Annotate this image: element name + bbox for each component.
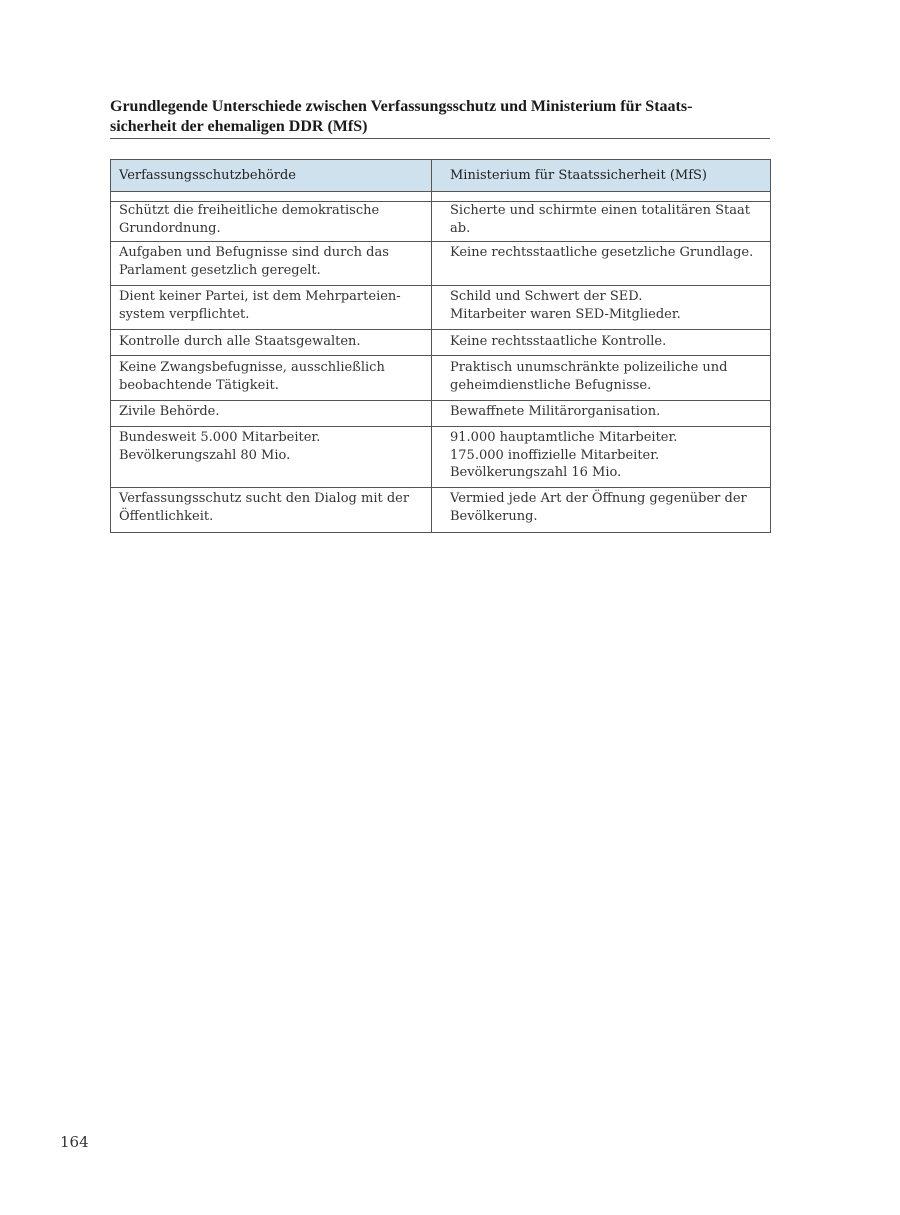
cell-line: geheimdienstliche Befugnisse. (450, 377, 652, 393)
left-cell (111, 488, 432, 533)
table-row (111, 286, 771, 330)
comparison-table (110, 159, 771, 533)
cell-line: Keine rechtsstaatliche Kontrolle. (450, 334, 667, 349)
cell-line: Aufgaben und Befugnisse sind durch das (119, 245, 389, 260)
cell-line: Dient keiner Partei, ist dem Mehrparteien- (119, 289, 401, 304)
right-cell (432, 401, 771, 427)
heading-line-1: Grundlegende Unterschiede zwischen Verfassungsschutz und Ministerium für Staats- (110, 98, 693, 115)
cell-line: ab. (450, 220, 471, 236)
cell-line: 175.000 inoffizielle Mitarbeiter. (450, 447, 660, 463)
left-cell (111, 286, 432, 330)
left-cell (111, 427, 432, 488)
cell-line: Bundesweit 5.000 Mitarbeiter. (119, 430, 321, 445)
cell-line: Bevölkerungszahl 80 Mio. (119, 447, 291, 463)
left-cell (111, 242, 432, 286)
right-cell (432, 427, 771, 488)
table-row (111, 427, 771, 488)
right-cell (432, 242, 771, 286)
right-cell (432, 330, 771, 356)
cell-line: Keine Zwangsbefugnisse, ausschließlich (119, 360, 385, 375)
header-spacer-row (111, 192, 771, 202)
cell-line: beobachtende Tätigkeit. (119, 377, 279, 393)
section-heading (110, 97, 770, 137)
header-verfassungsschutz: Verfassungsschutzbehörde (111, 160, 432, 192)
cell-line: Sicherte und schirmte einen totalitären Staat (450, 203, 750, 218)
left-cell (111, 330, 432, 356)
table-row (111, 202, 771, 242)
header-mfs: Ministerium für Staatssicherheit (MfS) (432, 160, 771, 192)
table-header-row (111, 160, 771, 192)
cell-line: Vermied jede Art der Öffnung gegenüber der (450, 491, 747, 506)
table-row (111, 242, 771, 286)
table-row (111, 401, 771, 427)
cell-line: Bewaffnete Militärorganisation. (450, 404, 661, 419)
heading-underline (110, 138, 770, 139)
cell-line: Parlament gesetzlich geregelt. (119, 262, 321, 278)
heading-line-2: sicherheit der ehemaligen DDR (MfS) (110, 118, 368, 135)
cell-line: Praktisch unumschränkte polizeiliche und (450, 360, 728, 375)
table-row (111, 488, 771, 533)
right-cell (432, 356, 771, 401)
cell-line: Mitarbeiter waren SED-Mitglieder. (450, 306, 681, 322)
cell-line: Öffentlichkeit. (119, 508, 214, 524)
right-cell (432, 202, 771, 242)
table-row (111, 356, 771, 401)
cell-line: 91.000 hauptamtliche Mitarbeiter. (450, 430, 678, 445)
left-cell (111, 401, 432, 427)
cell-line: Keine rechtsstaatliche gesetzliche Grundlage. (450, 245, 754, 260)
cell-line: Schützt die freiheitliche demokratische (119, 203, 380, 218)
cell-line: Kontrolle durch alle Staatsgewalten. (119, 334, 361, 349)
page-number: 164 (60, 1133, 89, 1151)
cell-line: Zivile Behörde. (119, 404, 220, 419)
cell-line: Schild und Schwert der SED. (450, 289, 643, 304)
cell-line: Bevölkerungszahl 16 Mio. (450, 465, 622, 480)
cell-line: system verpflichtet. (119, 306, 250, 322)
cell-line: Bevölkerung. (450, 508, 538, 524)
right-cell (432, 286, 771, 330)
left-cell (111, 202, 432, 242)
left-cell (111, 356, 432, 401)
cell-line: Grundordnung. (119, 220, 221, 236)
right-cell (432, 488, 771, 533)
cell-line: Verfassungsschutz sucht den Dialog mit der (119, 491, 410, 506)
table-row (111, 330, 771, 356)
